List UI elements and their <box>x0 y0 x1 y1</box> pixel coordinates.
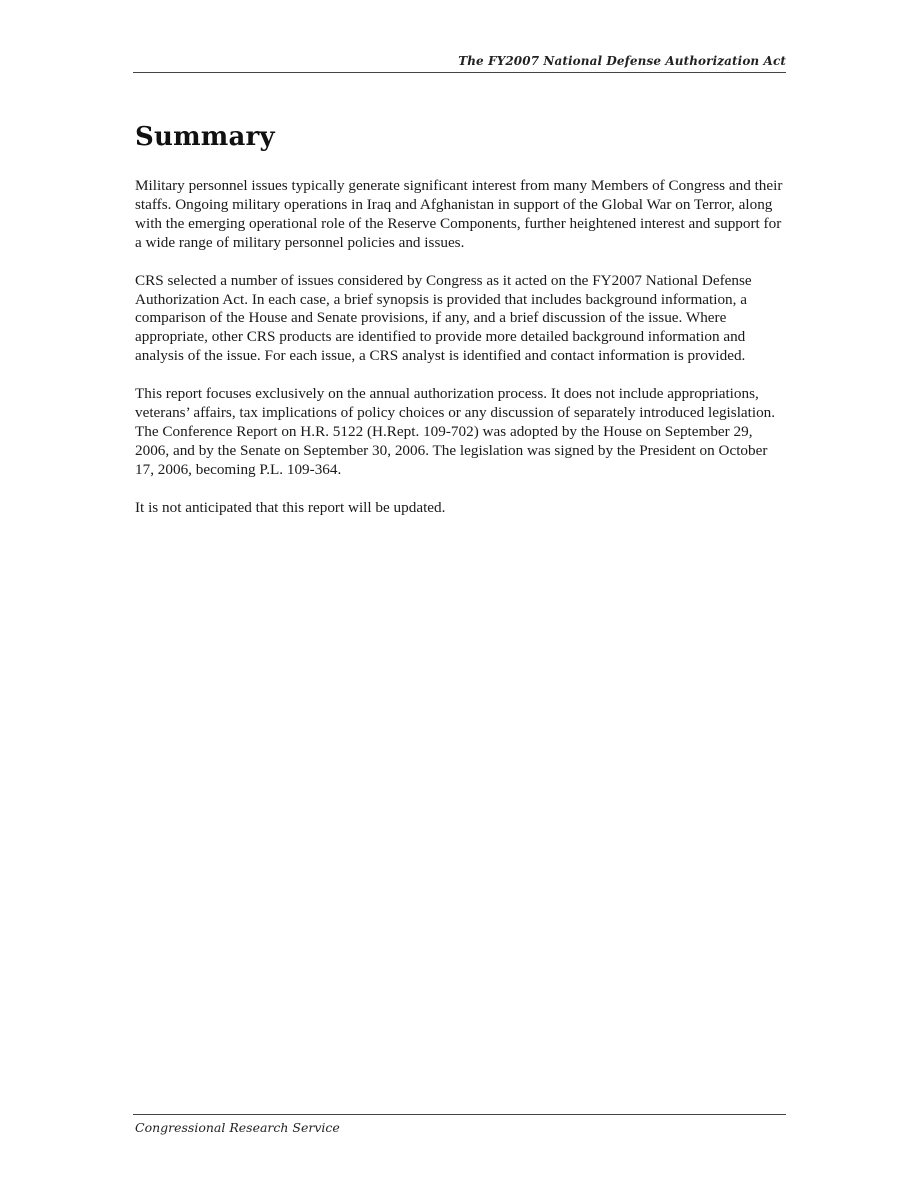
footer-divider <box>133 1114 786 1115</box>
running-header: The FY2007 National Defense Authorization Act <box>458 54 786 68</box>
page-title: Summary <box>135 122 275 152</box>
running-footer: Congressional Research Service <box>135 1120 340 1135</box>
paragraph-4: It is not anticipated that this report will be updated. <box>135 498 446 516</box>
paragraph-2: CRS selected a number of issues considered by Congress as it acted on the FY2007 National Defense Authorization Act. In each case, a brief synopsis is provided that includes background information, a comparison of the House and Senate provisions, if any, and a brief discussion of the issue. Where appropriate, other CRS products are identified to provide more detailed background information and analysis of the issue. For each issue, a CRS analyst is identified and contact information is provided. <box>135 271 752 365</box>
header-divider <box>133 72 786 73</box>
summary-body <box>135 177 787 537</box>
paragraph-1: Military personnel issues typically generate significant interest from many Members of Congress and their staffs. Ongoing military operations in Iraq and Afghanistan in support of the Global War on Terror, along with the emerging operational role of the Reserve Components, further heightened interest and support for a wide range of military personnel policies and issues. <box>135 177 783 251</box>
paragraph-3: This report focuses exclusively on the annual authorization process. It does not include appropriations, veterans’ affairs, tax implications of policy choices or any discussion of separately introduced legislation. The Conference Report on H.R. 5122 (H.Rept. 109-702) was adopted by the House on September 29, 2006, and by the Senate on September 30, 2006. The legislation was signed by the President on October 17, 2006, becoming P.L. 109-364. <box>135 385 776 478</box>
